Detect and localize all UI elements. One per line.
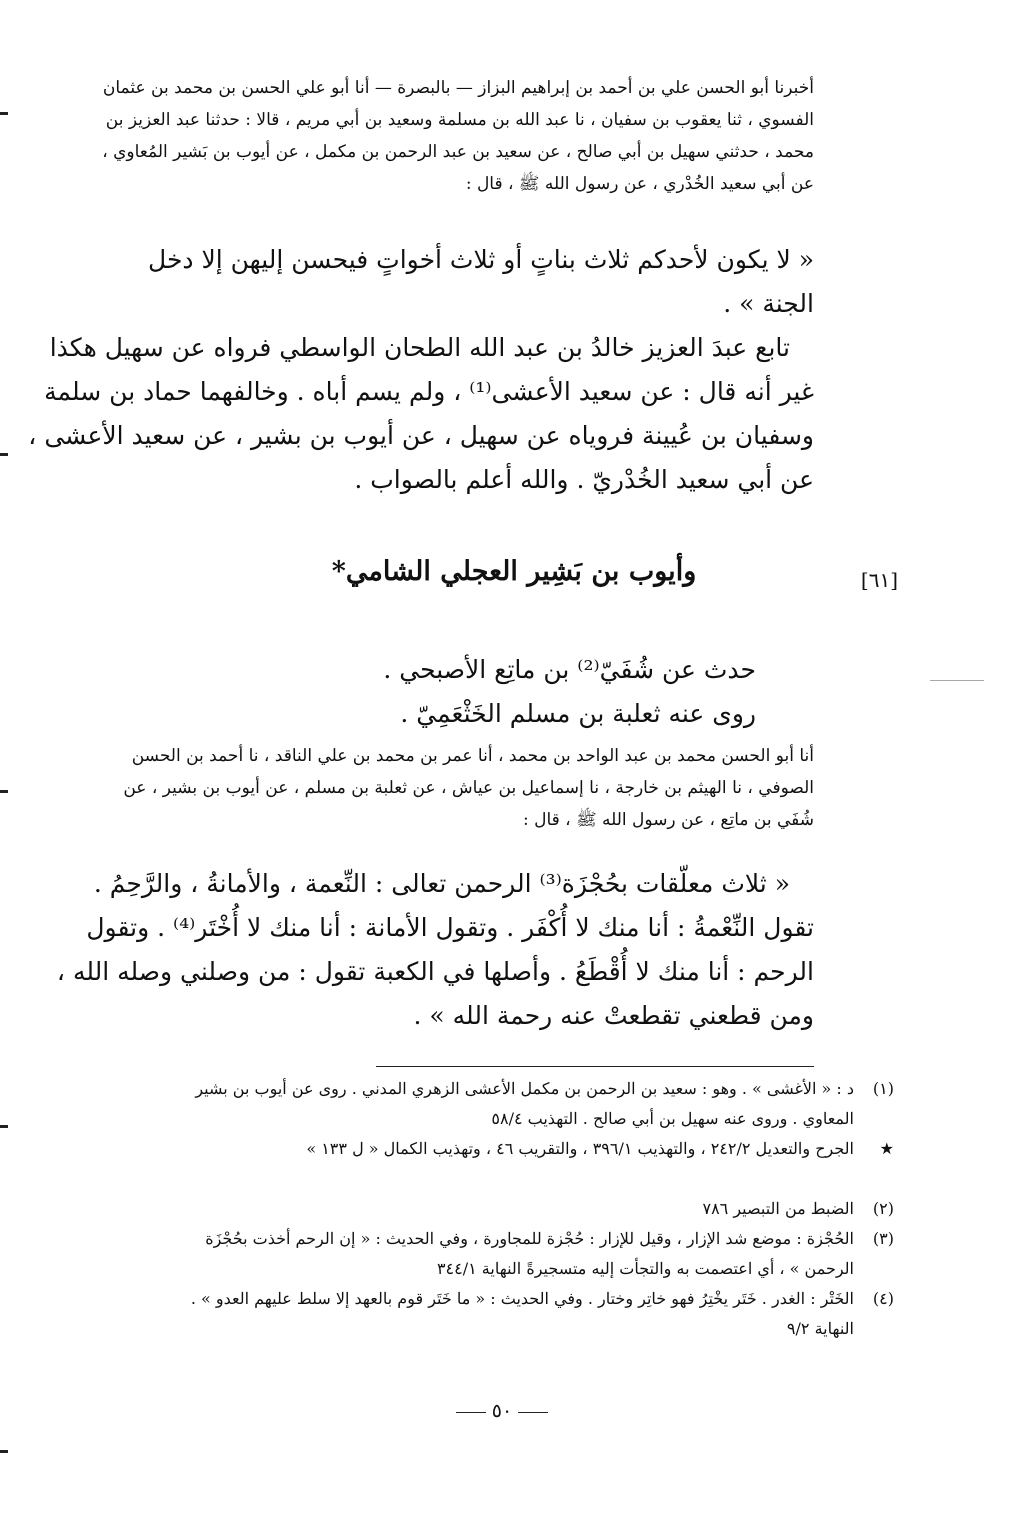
text-line: شُفَي بن ماتِع ، عن رسول الله ﷺ ، قال :: [522, 810, 814, 830]
chapter-number: [٦١]: [860, 568, 898, 592]
isnad-chain-2: [94, 740, 814, 836]
text-line: حدث عن شُفَيّ⁽²⁾ بن ماتِع الأصبحي .: [383, 655, 756, 684]
text-line: وسفيان بن عُيينة فروياه عن سهيل ، عن أيوب بن بشير ، عن سعيد الأعشى ،: [28, 421, 814, 450]
biography-lines: [94, 648, 814, 736]
footnote-line: النهاية ٩/٢: [786, 1319, 854, 1338]
footnote-mark: (١): [872, 1079, 894, 1098]
scan-edge-mark: [0, 453, 8, 456]
scan-edge-mark: [0, 1450, 8, 1453]
page-crease: [930, 680, 984, 681]
text-line: « ثلاث معلّقات بحُجْزَة⁽³⁾ الرحمن تعالى : النِّعمة ، والأمانةُ ، والرَّحِمُ .: [93, 869, 790, 898]
text-line: ومن قطعني تقطعتْ عنه رحمة الله » .: [413, 1001, 814, 1030]
footnote-star: [134, 1134, 894, 1164]
text-line: الجنة » .: [723, 289, 814, 318]
text-line: الرحم : أنا منك لا أُقْطَعُ . وأصلها في الكعبة تقول : من وصلني وصله الله ،: [56, 957, 814, 986]
commentary-paragraph: [28, 326, 814, 502]
scan-edge-mark: [0, 112, 8, 115]
page-number: [447, 1400, 557, 1422]
footnote-line: الحُجْزة : موضع شد الإزار ، وقيل للإزار : حُجْزة للمجاورة ، وفي الحديث : « إن الرحم أخذت بحُجْزَة: [205, 1229, 854, 1248]
footnote-line: المعاوي . وروى عنه سهيل بن أبي صالح . التهذيب ٥٨/٤: [491, 1109, 854, 1128]
text-line: تابع عبدَ العزيز خالدُ بن عبد الله الطحان الواسطي فرواه عن سهيل هكذا: [49, 333, 790, 362]
chapter-title: وأيوب بن بَشِير العجلي الشامي*: [331, 556, 697, 587]
footnote-4: [134, 1284, 894, 1344]
page-number-text: ٥٠: [491, 1400, 513, 1422]
footnote-line: الرحمن » ، أي اعتصمت به والتجأت إليه متسجيرةً النهاية ٣٤٤/١: [436, 1259, 854, 1278]
footnote-separator: [376, 1066, 814, 1067]
footnote-mark: (٣): [872, 1229, 894, 1248]
text-line: عن أبي سعيد الخُدْري ، عن رسول الله ﷺ ، قال :: [465, 174, 814, 194]
footnote-line: الضبط من التبصير ٧٨٦: [702, 1199, 854, 1218]
text-line: أنا أبو الحسن محمد بن عبد الواحد بن محمد ، أنا عمر بن محمد بن علي الناقد ، نا أحمد بن الحسن: [131, 746, 814, 766]
text-line: أخبرنا أبو الحسن علي بن أحمد بن إبراهيم البزاز — بالبصرة — أنا أبو علي الحسن بن محمد بن عثمان: [102, 78, 814, 98]
isnad-chain-1: [94, 72, 814, 200]
hadith-text-1: [94, 238, 814, 326]
footnote-line: الجرح والتعديل ٢٤٢/٢ ، والتهذيب ٣٩٦/١ ، والتقريب ٤٦ ، وتهذيب الكمال « ل ١٣٣ »: [306, 1139, 854, 1158]
page-number-rule: [518, 1412, 548, 1413]
footnote-line: الخَتْر : الغدر . خَتَر يخْتِرُ فهو خاتِر وختار . وفي الحديث : « ما خَتَر قوم بالعهد إلا سلط عليهم العدو » .: [190, 1289, 854, 1308]
text-line: « لا يكون لأحدكم ثلاث بناتٍ أو ثلاث أخواتٍ فيحسن إليهن إلا دخل: [148, 245, 814, 274]
footnote-mark: (٤): [872, 1289, 894, 1308]
footnote-mark: ★: [879, 1139, 894, 1158]
text-line: الفسوي ، ثنا يعقوب بن سفيان ، نا عبد الله بن مسلمة وسعيد بن أبي مريم ، قالا : حدثنا عبد العزيز بن: [105, 110, 814, 130]
text-line: عن أبي سعيد الخُدْريّ . والله أعلم بالصواب .: [354, 465, 814, 494]
footnote-2: [134, 1194, 894, 1224]
text-line: الصوفي ، نا الهيثم بن خارجة ، نا إسماعيل بن عياش ، عن ثعلبة بن مسلم ، عن أيوب بن بشير ، عن: [123, 778, 814, 798]
footnote-1: [134, 1074, 894, 1134]
footnote-3: [134, 1224, 894, 1284]
footnote-line: د : « الأغشى » . وهو : سعيد بن الرحمن بن مكمل الأعشى الزهري المدني . روى عن أيوب بن بشير: [195, 1079, 854, 1098]
scan-edge-mark: [0, 1125, 8, 1128]
text-line: غير أنه قال : عن سعيد الأعشى⁽¹⁾ ، ولم يسم أباه . وخالفهما حماد بن سلمة: [44, 377, 814, 406]
text-line: روى عنه ثعلبة بن مسلم الخَثْعَمِيّ .: [400, 699, 756, 728]
hadith-text-2: [56, 862, 814, 1038]
scan-edge-mark: [0, 790, 8, 793]
text-line: محمد ، حدثني سهيل بن أبي صالح ، عن سعيد بن عبد الرحمن بن مكمل ، عن أيوب بن بَشير المُعاوي ،: [102, 142, 814, 162]
page-number-rule: [456, 1412, 486, 1413]
footnotes: [134, 1074, 894, 1344]
text-line: تقول النِّعْمةُ : أنا منك لا أُكْفَر . وتقول الأمانة : أنا منك لا أُخْتَر⁽⁴⁾ . وتقول: [86, 913, 814, 942]
footnote-mark: (٢): [872, 1199, 894, 1218]
